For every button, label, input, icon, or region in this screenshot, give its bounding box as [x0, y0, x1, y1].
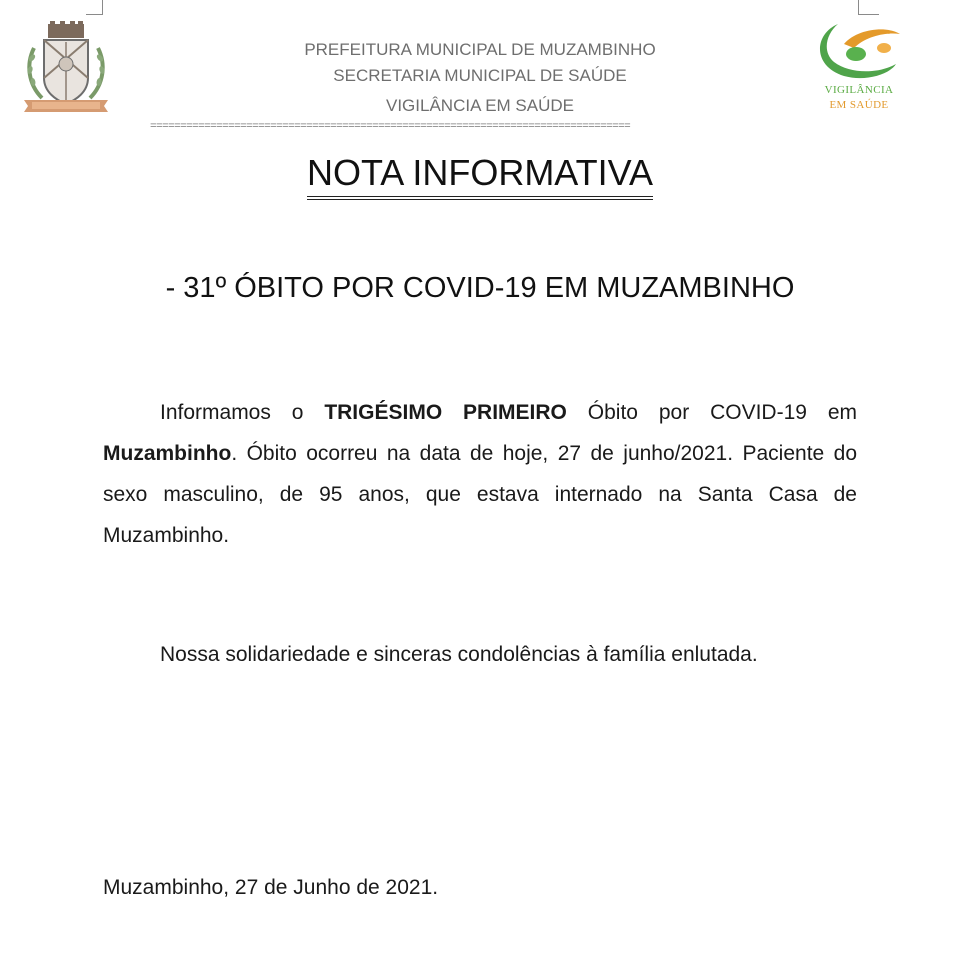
logo-text-em-saude: EM SAÚDE	[829, 99, 889, 111]
body-city: Muzambinho	[103, 442, 232, 465]
header-vigilancia: VIGILÂNCIA EM SAÚDE	[386, 96, 574, 115]
title-container	[0, 152, 960, 200]
vigilancia-swoosh-icon	[808, 20, 910, 82]
crop-mark-top-left	[86, 0, 103, 15]
body-details: . Óbito ocorreu na data de hoje, 27 de junho/2021. Paciente do sexo masculino, de 95 anos, que estava internado na Santa Casa de Muzambinho.	[103, 442, 857, 547]
crop-mark-top-right	[858, 0, 879, 15]
header-secretaria: SECRETARIA MUNICIPAL DE SAÚDE	[333, 66, 627, 85]
header-prefeitura: PREFEITURA MUNICIPAL DE MUZAMBINHO	[304, 40, 656, 59]
signoff-date: Muzambinho, 27 de Junho de 2021.	[103, 876, 439, 899]
body-middle: Óbito por COVID-19 em	[566, 401, 858, 424]
body-intro: Informamos o	[160, 401, 325, 424]
header-separator: ================================================================================	[150, 121, 631, 133]
municipal-coat-of-arms-icon	[20, 20, 112, 116]
document-title: NOTA INFORMATIVA	[307, 152, 653, 200]
condolence-text: Nossa solidariedade e sinceras condolências à família enlutada.	[160, 643, 758, 666]
body-paragraph	[103, 392, 857, 556]
document-subtitle: - 31º ÓBITO POR COVID-19 EM MUZAMBINHO	[165, 272, 795, 304]
logo-text-vigilancia: VIGILÂNCIA	[824, 84, 894, 96]
vigilancia-em-saude-logo	[808, 20, 910, 116]
body-ordinal: TRIGÉSIMO PRIMEIRO	[324, 401, 567, 424]
